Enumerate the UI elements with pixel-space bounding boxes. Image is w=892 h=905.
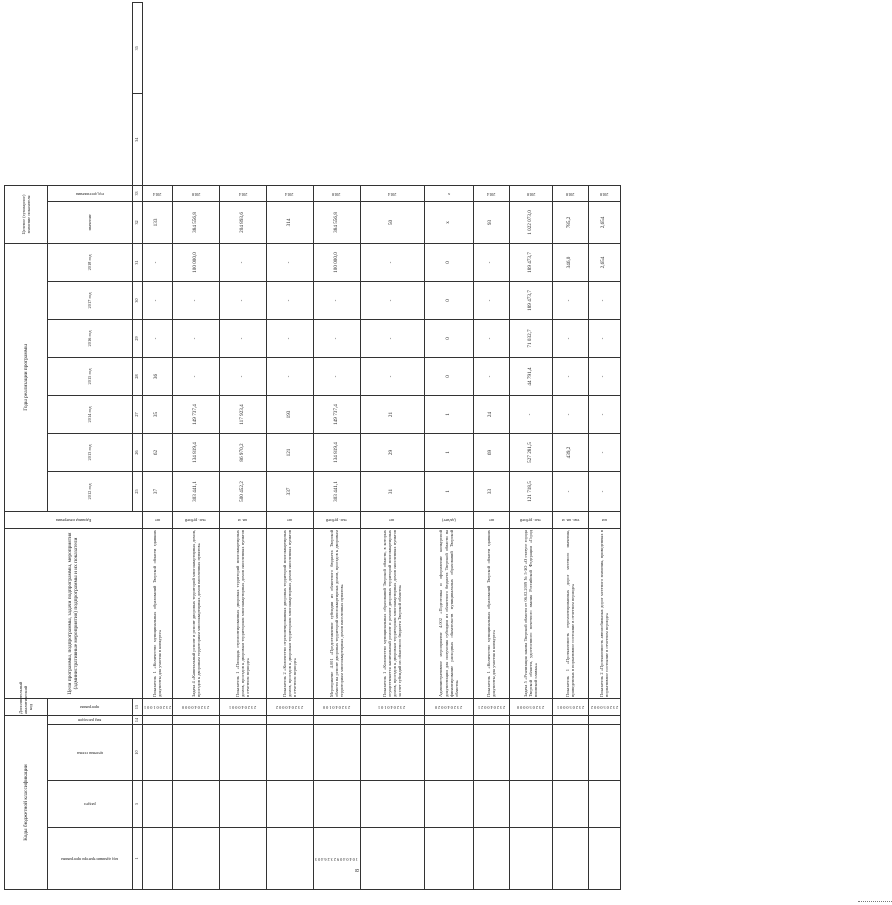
target-year — [588, 185, 620, 201]
value-2013: 1 — [424, 434, 473, 472]
extra-code-cell-text: 2 3 2 0 5 0 0 0 0 — [517, 705, 545, 711]
extra-code-cell-text: 2 3 2 0 4 0 0 0 2 — [276, 705, 304, 711]
target-year-text: 2014 — [285, 191, 294, 197]
target-value: 133 — [142, 201, 172, 243]
value-2012: 1 — [424, 472, 473, 512]
value-2017: - — [172, 282, 219, 320]
extra-code-cell — [473, 699, 509, 716]
table-row — [473, 3, 509, 890]
header-budget-codes: Коды бюджетной классификации — [5, 716, 48, 890]
empty-code-cell — [552, 716, 588, 725]
target-value: 204 893,6 — [219, 201, 266, 243]
extra-code-cell — [172, 699, 219, 716]
value-2013: - — [588, 434, 620, 472]
goal-description: Показатель 1 «Площадь отремонтированных дворовых территорий многоквартирных домов, проездов к дворовым территориям многоквартирных домов населенных пунктов в отчетном периоде» — [219, 529, 266, 699]
col-num-5-9: 5 — [133, 781, 143, 828]
value-2012: 337 — [266, 472, 313, 512]
header-expense-type — [47, 716, 132, 725]
target-year-text: 2014 — [387, 191, 397, 197]
value-2014: 117 923,4 — [219, 396, 266, 434]
unit-cell — [172, 512, 219, 529]
value-2015: - — [473, 358, 509, 396]
value-2015: - — [172, 358, 219, 396]
value-2018: - — [266, 243, 313, 281]
empty-code-cell — [142, 716, 172, 725]
col-num-1-4: 1 — [133, 828, 143, 890]
value-2014: - — [552, 396, 588, 434]
budget-codes-cell — [360, 828, 424, 890]
value-2012: 303 441,1 — [172, 472, 219, 512]
value-2018: 346,0 — [552, 243, 588, 281]
unit-cell-text: шт — [287, 518, 293, 524]
unit-cell — [552, 512, 588, 529]
empty-code-cell — [360, 716, 424, 725]
target-year-text: 2014 — [487, 191, 496, 197]
value-2017: - — [588, 282, 620, 320]
target-value: 384 556,8 — [313, 201, 360, 243]
header-2014: 2014 год — [47, 396, 132, 434]
value-2018: - — [219, 243, 266, 281]
target-year — [172, 185, 219, 201]
target-year-text: 2018 — [332, 191, 341, 197]
value-2018: - — [473, 243, 509, 281]
value-2012: 121 718,5 — [509, 472, 552, 512]
table-row — [509, 3, 552, 890]
value-2014: 35 — [142, 396, 172, 434]
header-row-1 — [5, 3, 48, 890]
table-row — [588, 3, 620, 890]
target-year-text: 2018 — [191, 191, 200, 197]
value-2013: 121 — [266, 434, 313, 472]
target-year-text: 2014 — [153, 191, 162, 197]
header-row-3 — [133, 3, 143, 890]
target-value: 384 556,8 — [172, 201, 219, 243]
value-2017: - — [313, 282, 360, 320]
value-2016: - — [142, 320, 172, 358]
extra-code-cell — [588, 699, 620, 716]
table-row — [172, 3, 219, 890]
target-year — [266, 185, 313, 201]
target-value: x — [424, 201, 473, 243]
empty-code-cell — [509, 725, 552, 781]
value-2016: - — [219, 320, 266, 358]
table-row — [142, 3, 172, 890]
extra-code-cell — [142, 699, 172, 716]
budget-codes-cell — [424, 828, 473, 890]
target-year-text: 2014 — [238, 191, 247, 197]
col-num-25: 25 — [133, 472, 143, 512]
value-2012: 33 — [473, 472, 509, 512]
target-item-label: целевая статья — [76, 750, 103, 756]
value-2016: 0 — [424, 320, 473, 358]
unit-cell — [219, 512, 266, 529]
value-2016: - — [473, 320, 509, 358]
target-year — [424, 185, 473, 201]
page-number: 8 — [355, 869, 361, 872]
value-2018: 2,654 — [588, 243, 620, 281]
value-2013: 86 970,2 — [219, 434, 266, 472]
extra-code-cell-text: 2 3 2 0 0 1 0 0 1 — [143, 705, 171, 711]
expense-type-label: вид расходов — [78, 718, 102, 724]
goal-description: Задача 5 «Реализация закона Тверской области от 06.02.2009 № 5-ЗО «О статусе города Тверской области, удостоенного почетного звания Российской Федерации «Город воинской славы»» — [509, 529, 552, 699]
col-num-10-13: 10 — [133, 725, 143, 781]
value-2012: 500 452,2 — [219, 472, 266, 512]
extra-code-cell — [424, 699, 473, 716]
target-value: 93 — [473, 201, 509, 243]
unit-cell — [473, 512, 509, 529]
extra-code-cell-text: 2 3 2 0 4 0 0 2 0 — [434, 705, 463, 711]
target-year-text: 2018 — [526, 191, 535, 197]
empty-code-cell — [266, 725, 313, 781]
header-row-2 — [47, 3, 132, 890]
table-row — [360, 3, 424, 890]
col-num-30: 30 — [133, 282, 143, 320]
header-target-group: Целевое (суммарное) значение показателя — [5, 185, 48, 243]
value-2012: - — [552, 472, 588, 512]
unit-cell-text: шт — [389, 518, 395, 524]
goal-description: Показатель 1 «Количество муниципальных образований Тверской области сдавших документы для участия в конкурсе» — [473, 529, 509, 699]
header-achieve-year — [47, 185, 132, 201]
value-2012: 37 — [142, 472, 172, 512]
empty-code-cell — [588, 725, 620, 781]
unit-cell-text: шт — [488, 518, 494, 524]
value-2015: - — [552, 358, 588, 396]
header-program — [47, 699, 132, 716]
header-2012: 2012 год — [47, 472, 132, 512]
empty-code-cell — [509, 716, 552, 725]
value-2018: 189 473,7 — [509, 243, 552, 281]
empty-code-cell — [172, 716, 219, 725]
table-row — [552, 3, 588, 890]
extra-code-cell-text: 2 3 2 0 5 0 0 0 1 — [556, 705, 584, 711]
unit-cell-text: тыс. рублей — [185, 518, 207, 524]
budget-codes-cell — [509, 828, 552, 890]
value-2016: - — [172, 320, 219, 358]
col-num-29: 29 — [133, 320, 143, 358]
extra-code-cell-text: 2 3 2 0 4 0 0 0 0 — [182, 705, 210, 711]
extra-code-cell — [509, 699, 552, 716]
empty-code-cell — [142, 725, 172, 781]
value-2013: 527 281,5 — [509, 434, 552, 472]
value-2017: - — [219, 282, 266, 320]
value-2014: - — [588, 396, 620, 434]
header-2015: 2015 год — [47, 358, 132, 396]
header-2018: 2018 год — [47, 243, 132, 281]
goal-description: Показатель 2 «Количество отремонтированных дворовых территорий многоквартирных домов, проездов к дворовым территориям многоквартирных домов населенных пунктов в отчетном периоде» — [266, 529, 313, 699]
table-row — [313, 3, 360, 890]
goal-description: Показатель 1 «Количество муниципальных образований Тверской области, в которых осуществляется капитальный ремонт и ремонт дворовых территорий многоквартирных домов, проездов к дворовым территориям многоквартирных домов населенных пунктов за счет субсидий из областного бюджета Тверской области» — [360, 529, 424, 699]
target-year — [552, 185, 588, 201]
budget-codes-cell — [552, 828, 588, 890]
empty-code-cell — [313, 716, 360, 725]
header-goals: Цели программы, подпрограммы, задачи подпрограммы, мероприятия (административные мероприятия) подпрограммы и их показатели — [5, 529, 143, 699]
extra-code-cell — [313, 699, 360, 716]
value-2013: 29 — [360, 434, 424, 472]
margin-mark — [858, 889, 892, 902]
empty-code-cell — [313, 725, 360, 781]
value-2015: 44 791,4 — [509, 358, 552, 396]
value-2017: - — [473, 282, 509, 320]
value-2017: - — [552, 282, 588, 320]
header-extra-code: Дополнительный аналитический код — [5, 699, 48, 716]
extra-code-cell — [552, 699, 588, 716]
empty-code-cell — [473, 716, 509, 725]
unit-cell-text: тыс. кв. м — [561, 518, 579, 524]
value-2015: - — [588, 358, 620, 396]
empty-code-cell — [360, 725, 424, 781]
unit-cell-text: тыс. рублей — [326, 518, 347, 524]
value-2016: - — [552, 320, 588, 358]
value-2018: 100 000,0 — [313, 243, 360, 281]
section-label: раздел — [84, 802, 96, 808]
target-year — [473, 185, 509, 201]
value-2012: 303 441,1 — [313, 472, 360, 512]
empty-code-cell — [219, 781, 266, 828]
unit-cell-text: км — [602, 518, 607, 524]
achieve-year-label: год достижения — [75, 191, 104, 197]
value-2012: 31 — [360, 472, 424, 512]
value-2018: 0 — [424, 243, 473, 281]
unit-cell — [588, 512, 620, 529]
value-2014: 24 — [473, 396, 509, 434]
goal-description: Мероприятие 4.001 «Предоставление субсидии из областного бюджета Тверской области на ремонт дворовых территорий многоквартирных домов, проездов к дворовым территориям многоквартирных домов населенных пунктов» — [313, 529, 360, 699]
unit-cell — [142, 512, 172, 529]
value-2012: - — [588, 472, 620, 512]
value-2016: - — [588, 320, 620, 358]
header-2016: 2016 год — [47, 320, 132, 358]
empty-code-cell — [588, 781, 620, 828]
budget-codes-cell-text: 1 0 4 0 4 0 9 2 3 2 6 4 0 3 — [315, 856, 359, 862]
unit-cell — [266, 512, 313, 529]
header-admin-code — [47, 828, 132, 890]
value-2017: - — [266, 282, 313, 320]
admin-code-label: код администратора программы — [61, 856, 119, 862]
empty-code-cell — [313, 781, 360, 828]
budget-codes-cell — [219, 828, 266, 890]
value-2013: 134 819,4 — [172, 434, 219, 472]
value-2015: - — [360, 358, 424, 396]
table-body — [5, 3, 621, 890]
empty-code-cell — [552, 725, 588, 781]
value-2018: - — [360, 243, 424, 281]
unit-cell — [360, 512, 424, 529]
unit-cell — [313, 512, 360, 529]
value-2015: 0 — [424, 358, 473, 396]
col-num-27: 27 — [133, 396, 143, 434]
value-2014: - — [509, 396, 552, 434]
col-num-26: 26 — [133, 434, 143, 472]
value-2017: - — [142, 282, 172, 320]
header-section — [47, 781, 132, 828]
col-num-14: 14 — [133, 716, 143, 725]
unit-cell-text: шт — [154, 518, 160, 524]
empty-code-cell — [172, 781, 219, 828]
col-num-34: 34 — [133, 94, 143, 185]
budget-codes-cell — [588, 828, 620, 890]
empty-code-cell — [219, 725, 266, 781]
target-value: 785,2 — [552, 201, 588, 243]
value-2015: 36 — [142, 358, 172, 396]
empty-code-cell — [219, 716, 266, 725]
extra-code-cell-text: 2 3 2 0 4 0 0 0 1 — [229, 705, 257, 711]
target-year — [142, 185, 172, 201]
target-year-text: x — [447, 191, 450, 197]
col-num-35: 35 — [133, 3, 143, 94]
empty-code-cell — [424, 725, 473, 781]
empty-code-cell — [424, 716, 473, 725]
unit-label: Единица измерения — [55, 518, 91, 524]
value-2018: - — [142, 243, 172, 281]
unit-cell-text: (да/нет) — [441, 518, 456, 524]
extra-code-cell — [219, 699, 266, 716]
value-2015: - — [219, 358, 266, 396]
col-num-31: 31 — [133, 243, 143, 281]
header-value: значение — [47, 201, 132, 243]
goal-description: Административное мероприятие 4.002 «Подготовка и оформление конкурсной документации для получения субсидии из областного бюджета Тверской области на финансирование расходных обязательств муниципальных образований Тверской области» — [424, 529, 473, 699]
program-label: программа — [80, 705, 100, 711]
header-unit — [5, 512, 143, 529]
value-2014: 149 737,4 — [172, 396, 219, 434]
table-row — [424, 3, 473, 890]
header-2017: 2017 год — [47, 282, 132, 320]
value-2016: - — [360, 320, 424, 358]
empty-code-cell — [424, 781, 473, 828]
value-2013: 62 — [142, 434, 172, 472]
value-2017: - — [360, 282, 424, 320]
target-year-text: 2018 — [600, 191, 609, 197]
unit-cell-text: кв. м — [238, 518, 248, 524]
budget-codes-cell — [313, 828, 360, 890]
header-2013: 2013 год — [47, 434, 132, 472]
empty-code-cell — [172, 725, 219, 781]
value-2017: 0 — [424, 282, 473, 320]
target-year-text: 2018 — [566, 191, 575, 197]
target-year — [313, 185, 360, 201]
header-years-group: Годы реализации программы — [5, 243, 48, 511]
program-indicators-table — [4, 2, 621, 890]
unit-cell — [424, 512, 473, 529]
value-2017: 189 473,7 — [509, 282, 552, 320]
extra-code-cell-text: 2 3 2 0 5 0 0 0 2 — [590, 705, 619, 711]
extra-code-cell — [266, 699, 313, 716]
unit-cell-text: тыс. рублей — [520, 518, 542, 524]
table-row — [219, 3, 266, 890]
col-num-28: 28 — [133, 358, 143, 396]
value-2014: 21 — [360, 396, 424, 434]
empty-code-cell — [360, 781, 424, 828]
target-year — [360, 185, 424, 201]
value-2018: 100 000,0 — [172, 243, 219, 281]
extra-code-cell-text: 2 3 2 0 4 0 1 0 1 — [378, 705, 406, 711]
col-num-15-24: 15 — [133, 699, 143, 716]
extra-code-cell — [360, 699, 424, 716]
empty-code-cell — [266, 781, 313, 828]
col-num-32: 32 — [133, 201, 143, 243]
target-value: 1 022 073,0 — [509, 201, 552, 243]
goal-description: Показатель 1 «Количество муниципальных образований Тверской области сдавших документы для участия в конкурсе» — [142, 529, 172, 699]
value-2014: 149 737,4 — [313, 396, 360, 434]
value-2015: - — [266, 358, 313, 396]
col-num-33: 33 — [133, 185, 143, 201]
goal-description: Показатель 1 «Протяженность отремонтированных дорог местного значения, приведенных в нормативное состояние в отчетном периоде» — [552, 529, 588, 699]
budget-codes-cell — [142, 828, 172, 890]
target-value: 50 — [360, 201, 424, 243]
value-2014: 193 — [266, 396, 313, 434]
empty-code-cell — [552, 781, 588, 828]
empty-code-cell — [509, 781, 552, 828]
value-2014: 1 — [424, 396, 473, 434]
empty-code-cell — [142, 781, 172, 828]
extra-code-cell-text: 2 3 2 0 4 0 0 2 1 — [477, 705, 505, 711]
value-2015: - — [313, 358, 360, 396]
table-row — [266, 3, 313, 890]
target-value: 314 — [266, 201, 313, 243]
budget-codes-cell — [473, 828, 509, 890]
header-target-item — [47, 725, 132, 781]
value-2013: 69 — [473, 434, 509, 472]
value-2016: - — [266, 320, 313, 358]
value-2016: - — [313, 320, 360, 358]
value-2016: 71 032,7 — [509, 320, 552, 358]
budget-codes-cell — [266, 828, 313, 890]
empty-code-cell — [473, 725, 509, 781]
goal-description: Задача 4 «Капитальный ремонт и ремонт дворовых территорий многоквартирных домов, проездов к дворовым территориям многоквартирных домов населенных пунктов» — [172, 529, 219, 699]
target-year — [219, 185, 266, 201]
target-value: 2,654 — [588, 201, 620, 243]
extra-code-cell-text: 2 3 2 0 4 0 1 0 0 — [322, 705, 351, 711]
unit-cell — [509, 512, 552, 529]
empty-code-cell — [473, 781, 509, 828]
value-2013: 439,2 — [552, 434, 588, 472]
empty-code-cell — [588, 716, 620, 725]
budget-codes-cell — [172, 828, 219, 890]
empty-code-cell — [266, 716, 313, 725]
goal-description: Показатель 2 «Протяженность автомобильных дорог местного значения, приведенных в нормативное состояние в отчетном периоде» — [588, 529, 620, 699]
value-2013: 134 819,4 — [313, 434, 360, 472]
target-year — [509, 185, 552, 201]
